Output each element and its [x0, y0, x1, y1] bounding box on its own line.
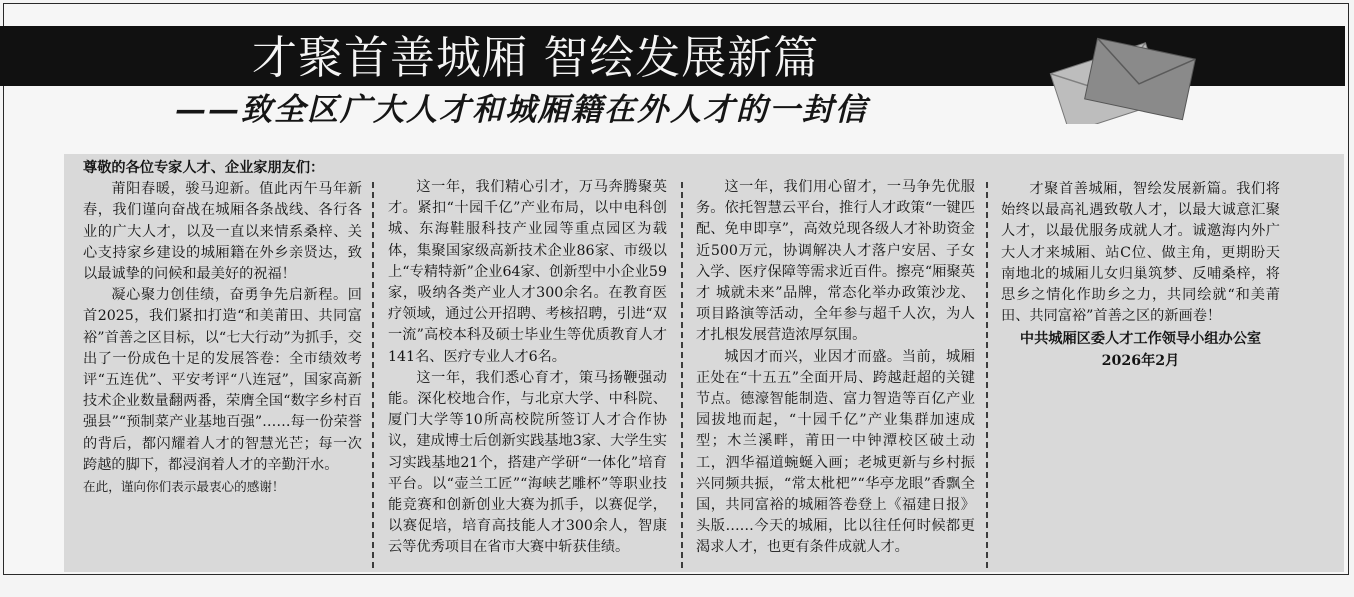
letter-column-1 — [83, 154, 362, 576]
letter-paragraph: 这一年，我们精心引才，万马奔腾聚英才。紧扣“十园千亿”产业布局，以中电科创城、东海鞋服科技产业园等重点园区为载体，集聚国家级高新技术企业86家、市级以上“专精特新”企业64家、创新型中小企业59家，吸纳各类产业人才300余名。在教育医疗领域，通过公开招聘、考核招聘，引进“双一流”高校本科及硕士毕业生等优质教育人才141名、医疗专业人才6名。 — [388, 179, 667, 365]
signature-org: 中共城厢区委人才工作领导小组办公室 — [1019, 331, 1262, 348]
letter-paragraph: 凝心聚力创佳绩，奋勇争先启新程。回首2025，我们紧扣打造“和美莆田、共同富裕”首善之区目标，以“七大行动”为抓手，交出了一份成色十足的发展答卷：全市绩效考评“五连优”、平安考评“八连冠”，国家高新技术企业数量翻两番，荣膺全国“数字乡村百强县”“预制菜产业基地百强”……每一份荣誉的背后，都闪耀着人才的智慧光芒；每一次跨越的脚下，都浸润着人才的辛勤汗水。 — [83, 287, 362, 473]
letter-column-3 — [696, 154, 975, 595]
letter-paragraph: 才聚首善城厢，智绘发展新篇。我们将始终以最高礼遇致敬人才，以最大诚意汇聚人才，以最优服务成就人才。诚邀海内外广大人才来城厢、站C位、做主角，更期盼天南地北的城厢儿女归巢筑梦、反哺桑梓，将思乡之情化作助乡之力，共同绘就“和美莆田、共同富裕”首善之区的新画卷！ — [1001, 181, 1280, 325]
page-title: 才聚首善城厢 智绘发展新篇 — [252, 31, 820, 84]
letter-paragraph: 这一年，我们悉心育才，策马扬鞭强动能。深化校地合作，与北京大学、中科院、厦门大学等10所高校院所签订人才合作协议，建成博士后创新实践基地3家、大学生实习实践基地21个，搭建产学研“一体化”培育平台。以“壶兰工匠”“海峡艺雕杯”等职业技能竞赛和创新创业大赛为抓手，以赛促学，以赛促培，培育高技能人才300余人，智康云等优秀项目在省市大赛中斩获佳绩。 — [388, 369, 667, 556]
letter-paragraph: 这一年，我们用心留才，一马争先优服务。依托智慧云平台，推行人才政策“一键匹配、免申即享”，高效兑现各级人才补助资金近500万元，协调解决人才落户安居、子女入学、医疗保障等需求近百件。擦亮“厢聚英才 城就未来”品牌，常态化举办政策沙龙、项目路演等活动，全年参与超千人次，为人才扎根发展营造浓厚氛围。 — [696, 179, 975, 344]
column-divider — [681, 182, 683, 568]
letter-paragraph: 城因才而兴，业因才而盛。当前，城厢正处在“十五五”全面开局、跨越赶超的关键节点。德濠智能制造、富力智造等百亿产业园拔地而起，“十园千亿”产业集群加速成型；木兰溪畔，莆田一中钟潭校区破土动工，泗华福道蜿蜒入画；老城更新与乡村振兴同频共振，“常太枇杷”“华亭龙眼”香飘全国，共同富裕的城厢答卷登上《福建日报》头版……今天的城厢，比以往任何时候都更渴求人才，也更有条件成就人才。 — [696, 348, 975, 556]
envelope-icon — [1040, 34, 1200, 124]
letter-greeting: 尊敬的各位专家人才、企业家朋友们： — [83, 160, 325, 176]
page-subtitle: ——致全区广大人才和城厢籍在外人才的一封信 — [175, 92, 868, 128]
letter-paragraph: 莆阳春暖，骏马迎新。值此丙午马年新春，我们谨向奋战在城厢各条战线、各行各业的广大人才，以及一直以来情系桑梓、关心支持家乡建设的城厢籍在外乡亲贤达，致以最诚挚的问候和最美好的祝福！ — [83, 181, 362, 283]
signature-date: 2026年2月 — [1101, 352, 1180, 369]
letter-panel — [64, 154, 1344, 572]
column-divider — [986, 182, 988, 568]
column-divider — [372, 182, 374, 568]
letter-thanks: 在此，谨向你们表示最衷心的感谢！ — [83, 479, 285, 495]
letter-column-4 — [1001, 154, 1280, 597]
letter-column-2 — [388, 154, 667, 595]
